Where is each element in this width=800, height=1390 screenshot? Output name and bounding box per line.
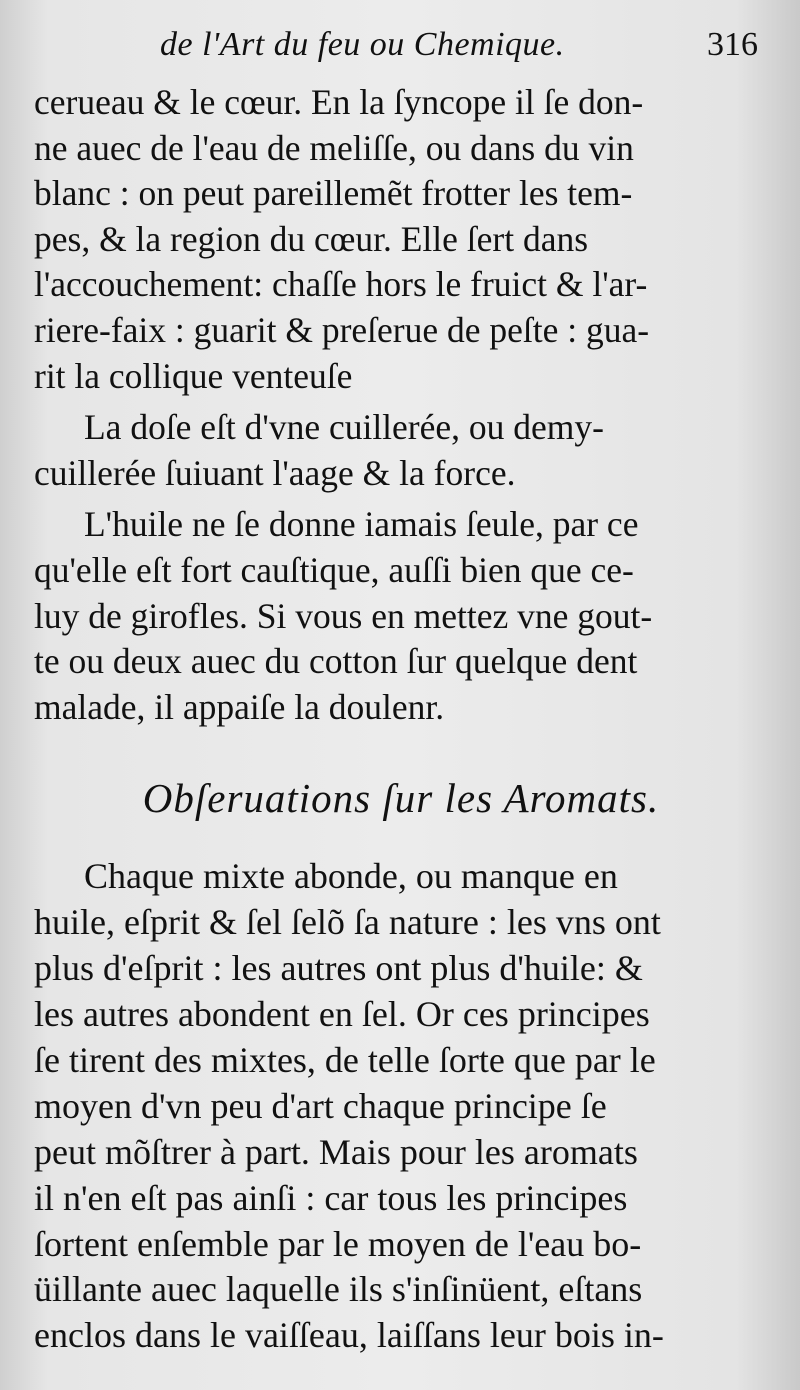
text-line: ſortent enſemble par le moyen de l'eau bo-	[34, 1223, 642, 1264]
text-line: Chaque mixte abonde, ou manque en	[84, 856, 618, 897]
text-line: cerueau & le cœur. En la ſyncope il ſe don-	[34, 82, 644, 122]
text-line: cuillerée ſuiuant l'aage & la force.	[34, 452, 516, 493]
text-line: La doſe eſt d'vne cuillerée, ou demy-	[84, 407, 604, 448]
text-line: ne auec de l'eau de meliſſe, ou dans du vin	[34, 127, 634, 168]
page-number: 316	[707, 26, 758, 63]
text-line: L'huile ne ſe donne iamais ſeule, par ce	[84, 504, 639, 545]
text-line: moyen d'vn peu d'art chaque principe ſe	[34, 1085, 607, 1126]
text-line: peut mõſtrer à part. Mais pour les aromats	[34, 1131, 638, 1172]
text-line: ſe tirent des mixtes, de telle ſorte que par le	[34, 1039, 656, 1080]
section-paragraph	[34, 854, 768, 1359]
text-line: te ou deux auec du cotton ſur quelque dent	[34, 641, 638, 682]
text-line: üillante auec laquelle ils s'inſinüent, eſtans	[34, 1269, 643, 1310]
running-title: de l'Art du feu ou Chemique.	[160, 26, 565, 63]
text-line: huile, eſprit & ſel ſelõ ſa nature : les vns ont	[34, 902, 661, 943]
text-line: qu'elle eſt fort cauſtique, auſſi bien que ce-	[34, 549, 634, 590]
text-line: riere-faix : guarit & preſerue de peſte : gua-	[34, 309, 650, 350]
paragraph-1	[34, 80, 768, 399]
text-line: malade, il appaiſe la doulenr.	[34, 686, 445, 727]
text-line: l'accouchement: chaſſe hors le fruict & l'ar-	[34, 264, 648, 305]
text-line: rit la collique venteuſe	[34, 355, 353, 396]
page-header	[0, 8, 800, 78]
text-line: luy de girofles. Si vous en mettez vne gout-	[34, 595, 653, 636]
section-title: Obſeruations ſur les Aromats.	[142, 775, 660, 822]
page-body	[34, 80, 768, 1359]
paragraph-3	[34, 502, 768, 730]
text-line: les autres abondent en ſel. Or ces principes	[34, 994, 650, 1035]
paragraph-2	[34, 405, 768, 496]
text-line: enclos dans le vaiſſeau, laiſſans leur bois in-	[34, 1315, 664, 1356]
text-line: plus d'eſprit : les autres ont plus d'huile: &	[34, 948, 643, 989]
text-line: blanc : on peut pareillemẽt frotter les tem-	[34, 173, 633, 214]
text-line: il n'en eſt pas ainſi : car tous les principes	[34, 1177, 628, 1218]
text-line: pes, & la region du cœur. Elle ſert dans	[34, 218, 589, 259]
